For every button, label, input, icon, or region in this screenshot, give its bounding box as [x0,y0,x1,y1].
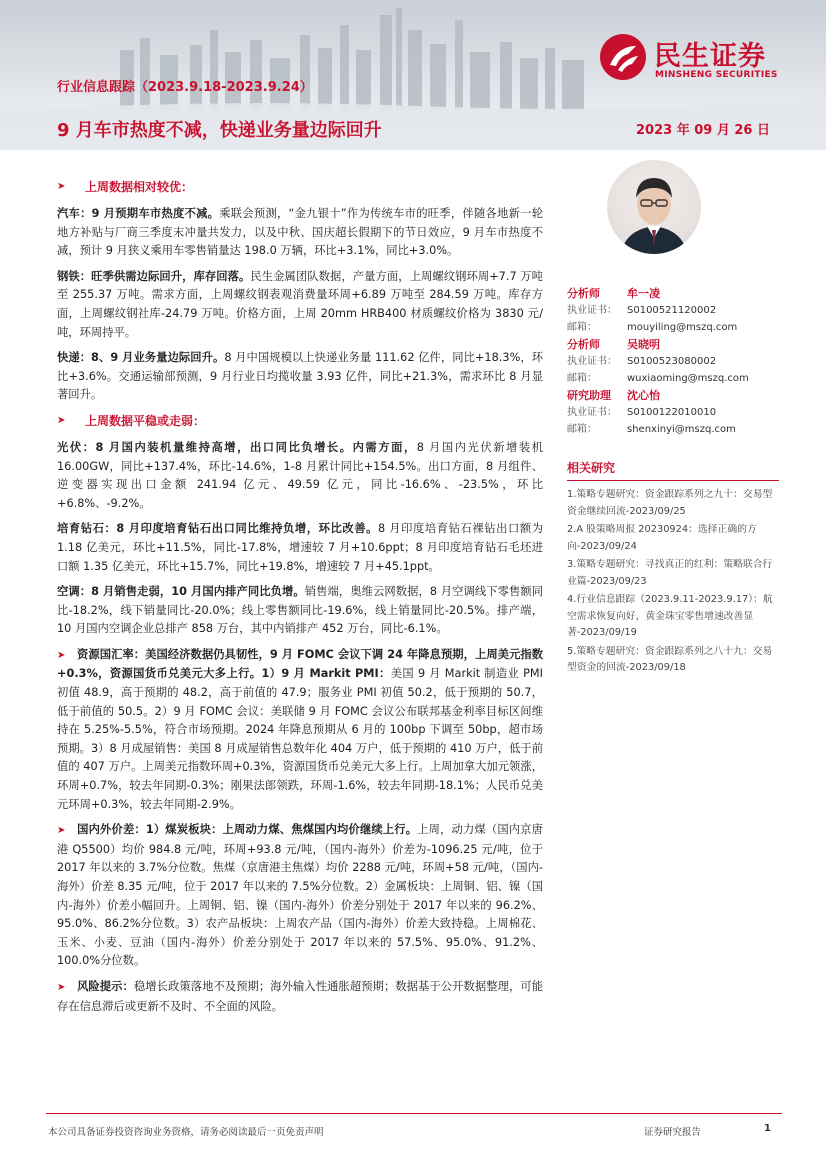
analyst-photo [607,160,701,254]
cert-label: 执业证书： [567,305,617,316]
paragraph-auto [57,205,543,261]
para-text: 8 月国内光伏新增装机 16.00GW，同比+137.4%，环比-14.6%，1-8 月累计同比+154.5%。出口方面，8 月组件、逆变器实现出口金额 241.94 亿元、49.59 亿元，同比-16.6%、-23.5%，环比+6.8%、-9.2%。 [57,440,544,510]
footer-divider [46,1113,782,1114]
para-text: 上周，动力煤（国内京唐港 Q5500）均价 984.8 元/吨，环周+93.8 元/吨，（国内-海外）价差为-1096.25 元/吨，位于 2017 年以来的 3.7%分位数。焦煤（京唐港主焦煤）均价 2288 元/吨，环周+58 元/吨，（国内-海外）价差 8.35 元/吨，位于 2017 年以来的 7.5%分位数。2）金属板块：上周铜、铝、镍（国内-海外）价差小幅回升。上周铜、铝、镍（国内-海外）价差分别处于 2017 年以来的 96.2%、95.0%、86.2%分位数。3）农产品板块：上周农产品（国内-海外）价差大致持稳。上周棉花、玉米、小麦、豆油（国内-海外）价差分别处于 2017 年以来的 57.5%、95.0%、91.2%、100.0%分位数。 [57,823,543,968]
paragraph-risk [57,978,543,1016]
related-link[interactable]: 1.策略专题研究：资金跟踪系列之九十：交易型资金继续回流-2023/09/25 [567,489,773,517]
related-link[interactable]: 5.策略专题研究：资金跟踪系列之八十九：交易型资金的回流-2023/09/18 [567,645,773,673]
analyst-list [567,285,779,438]
paragraph-ac [57,583,543,639]
cert-label: 执业证书： [567,407,617,418]
footer-report-type: 证券研究报告 [644,1127,702,1138]
email-link[interactable]: mouyiling@mszq.com [627,322,738,333]
section-heading [57,178,543,195]
analyst-photo-drawing [607,160,701,254]
arrow-bullet-icon: ➤ [57,414,66,426]
report-date: 2023 年 09 月 26 日 [636,123,770,138]
main-content [57,178,543,1023]
minsheng-logo [598,30,808,86]
paragraph-fx [57,646,543,814]
section-heading [57,412,543,429]
paragraph-express [57,349,543,405]
analyst-name: 牟一凌 [627,287,660,300]
paragraph-diamond [57,520,543,576]
related-heading: 相关研究 [567,459,779,481]
para-lead: 风险提示： [77,979,134,993]
email-label: 邮箱： [567,424,597,435]
analyst-name: 吴晓明 [627,338,660,351]
cert-label: 执业证书： [567,356,617,367]
email-link[interactable]: shenxinyi@mszq.com [627,424,736,435]
analyst-role: 分析师 [567,287,600,300]
email-label: 邮箱： [567,373,597,384]
analyst-role: 研究助理 [567,389,611,402]
arrow-bullet-icon: ➤ [57,649,66,661]
section-heading-text: 上周数据平稳或走弱： [85,413,206,428]
para-lead: 国内外价差：1）煤炭板块：上周动力煤、焦煤国内均价继续上行。 [77,823,418,837]
para-text: 8 月中国规模以上快递业务量 111.62 亿件，同比+18.3%，环比+3.6%。交通运输部预测，9 月行业日均揽收量 3.93 亿件，同比+21.3%，需求环比 8 月显著回升。 [57,351,544,402]
paragraph-spread [57,821,543,971]
para-text: 稳增长政策落地不及预期；海外输入性通胀超预期；数据基于公开数据整理，可能存在信息滞后或更新不及时、不全面的风险。 [57,979,543,1013]
email-link[interactable]: wuxiaoming@mszq.com [627,373,749,384]
para-lead: 快递：8、9 月业务量边际回升。 [57,351,225,365]
para-text: 销售端，奥维云网数据，8 月空调线下零售额同比-18.2%，线下销量同比-20.0%；线上零售额同比-19.6%，线上销量同比-20.5%。排产端，10 月国内空调企业总排产 858 万台，其中内销排产 452 万台，同比-6.1%。 [57,585,544,636]
paragraph-steel [57,268,543,342]
cert-number: S0100122010010 [627,407,717,418]
analyst-card [567,285,779,336]
paragraph-pv [57,439,543,513]
analyst-card [567,387,779,438]
logo-text-cn: 民生证券 [654,41,766,72]
page-number: 1 [764,1123,771,1134]
para-text: 民生金属团队数据，产量方面，上周螺纹钢环周+7.7 万吨至 255.37 万吨。需求方面，上周螺纹钢表观消费量环周+6.89 万吨至 284.59 万吨。库存方面，上周螺纹钢社库-24.79 万吨。价格方面，上周 20mm HRB400 材质螺纹价格为 3830 元/吨，环周持平。 [57,269,543,339]
related-research [567,459,779,679]
para-text: 乘联会预测，“金九银十”作为传统车市的旺季，伴随各地新一轮地方补贴与厂商三季度末冲量共发力，以及中秋、国庆超长假期下的节日效应，9 月车市热度不减，预计 9 月狭义乘用车零售销量达 198.0 万辆，环比+3.1%，同比+3.0%。 [57,207,543,258]
arrow-bullet-icon: ➤ [57,181,66,192]
para-lead: 光伏：8 月国内装机量维持高增，出口同比负增长。内需方面， [57,440,417,454]
related-link[interactable]: 3.策略专题研究：寻找真正的红利：策略联合行业篇-2023/09/23 [567,559,773,587]
analyst-name: 沈心怡 [627,389,660,402]
para-lead: 培育钻石：8 月印度培育钻石出口同比维持负增，环比改善。 [57,522,378,536]
analyst-role: 分析师 [567,338,600,351]
minsheng-logo-icon [598,32,648,82]
logo-text-en: MINSHENG SECURITIES [655,70,778,80]
para-text: 8 月印度培育钻石裸钻出口额为 1.18 亿美元，环比+11.5%，同比-17.8%，增速较 7 月+10.6ppt；8 月印度培育钻石毛坯进口额 1.35 亿美元，环比+15.7%，同比+19.8%，增速较 7 月+45.1ppt。 [57,522,544,573]
related-link[interactable]: 2.A 股策略周报 20230924：选择正确的方向-2023/09/24 [567,524,757,552]
para-lead: 钢铁：旺季供需边际回升，库存回落。 [57,269,251,283]
para-text: 美国 9 月 Markit 制造业 PMI 初值 48.9，高于预期的 48.2，高于前值的 47.9；服务业 PMI 初值 50.2，低于预期的 50.7，低于前值的 50.5。2）9 月 FOMC 会议：美联储 9 月 FOMC 会议公布联邦基金利率目标区间维持在 5.25%-5.5%，符合市场预期。2024 年降息预期从 6 月的 100bp 下调至 50bp，超市场预期。3）8 月成屋销售：美国 8 月成屋销售总数年化 404 万户，低于预期的 410 万户，低于前值的 407 万户。上周美元指数环周+0.3%，资源国货币兑美元大多上行。上周加拿大加元领涨，环周+0.7%，较去年同期-0.3%；刚果法郎领跌，环周-1.6%，较去年同期-18.1%；人民币兑美元环周+0.3%，较去年同期-2.9%。 [57,667,543,811]
cert-number: S0100521120002 [627,305,717,316]
report-header [0,0,826,150]
arrow-bullet-icon: ➤ [57,981,66,993]
arrow-bullet-icon: ➤ [57,825,66,837]
analyst-card [567,336,779,387]
email-label: 邮箱： [567,322,597,333]
section-heading-text: 上周数据相对较优： [85,180,194,194]
para-lead: 资源国汇率：美国经济数据仍具韧性，9 月 FOMC 会议下调 24 年降息预期，上周美元指数+0.3%，资源国货币兑美元大多上行。1）9 月 Markit PMI： [57,647,543,681]
related-link[interactable]: 4.行业信息跟踪（2023.9.11-2023.9.17）：航空需求恢复向好，黄金珠宝零售增速改善显著-2023/09/19 [567,594,773,638]
para-lead: 空调：8 月销售走弱，10 月国内排产同比负增。 [57,585,305,599]
footer-disclaimer: 本公司具备证券投资咨询业务资格，请务必阅读最后一页免责声明 [48,1127,324,1138]
report-title: 9 月车市热度不减，快递业务量边际回升 [57,120,382,141]
cert-number: S0100523080002 [627,356,717,367]
report-category: 行业信息跟踪（2023.9.18-2023.9.24） [57,80,313,95]
para-lead: 汽车：9 月预期车市热度不减。 [57,207,220,220]
